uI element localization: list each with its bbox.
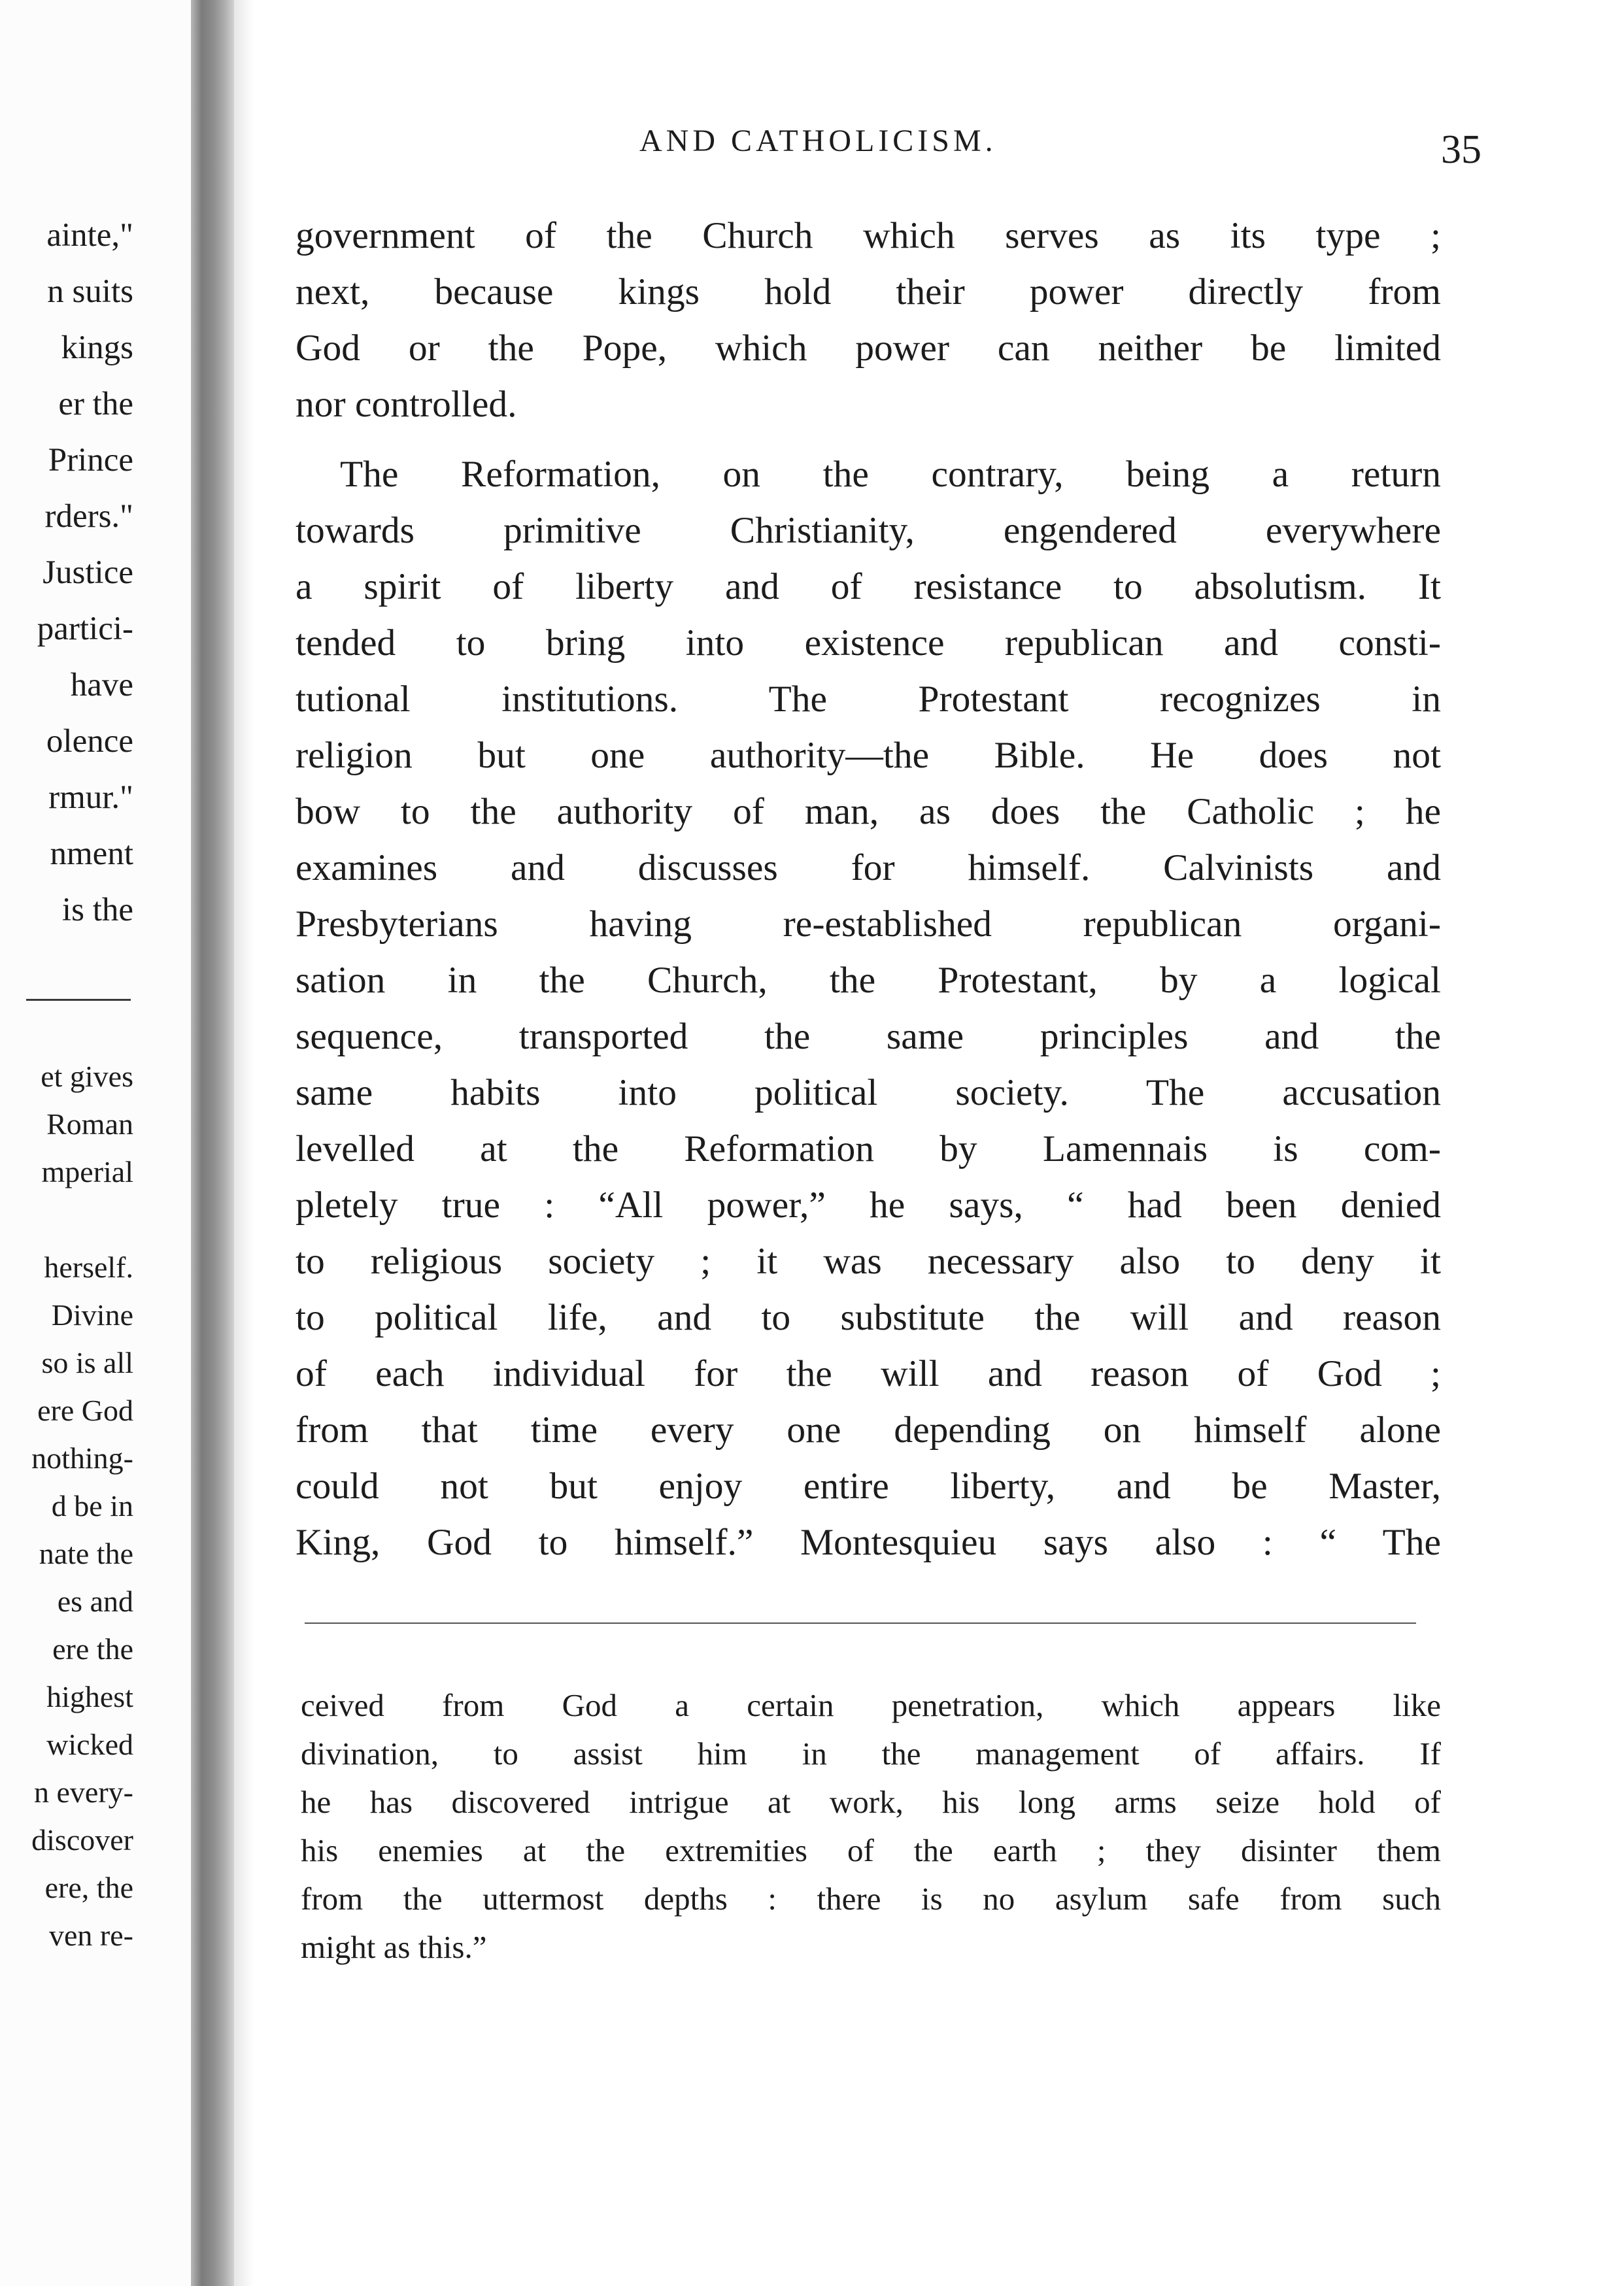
gutter-shadow [234, 0, 254, 2286]
facing-line: Justice [42, 554, 133, 591]
facing-page-fragment [0, 0, 191, 2286]
facing-line: highest [46, 1680, 133, 1713]
footnote-rule [305, 1622, 1416, 1624]
facing-line: have [70, 667, 133, 703]
facing-line: partici- [37, 611, 133, 647]
facing-line: ere the [52, 1632, 133, 1666]
body-line: same habits into political society. The accusation [296, 1072, 1441, 1113]
body-line: pletely true : “All power,” he says, “ had been denied [296, 1185, 1441, 1226]
body-line: King, God to himself.” Montesquieu says also : “ The [296, 1522, 1441, 1563]
body-line: nor controlled. [296, 384, 517, 425]
body-line: to political life, and to substitute the will and reason [296, 1297, 1441, 1338]
body-line: bow to the authority of man, as does the Catholic ; he [296, 791, 1441, 832]
facing-line: wicked [46, 1728, 133, 1761]
facing-line: Divine [51, 1298, 133, 1332]
running-head: AND CATHOLICISM. [639, 124, 997, 158]
body-line: examines and discusses for himself. Calvinists and [296, 847, 1441, 888]
facing-line: nate the [39, 1537, 133, 1570]
facing-line: olence [46, 723, 133, 760]
facing-line: d be in [51, 1489, 133, 1522]
body-line: Presbyterians having re-established republican organi- [296, 903, 1441, 945]
facing-line: n suits [47, 273, 133, 310]
body-line: from that time every one depending on himself alone [296, 1409, 1441, 1451]
facing-footnote-rule [26, 999, 131, 1001]
body-line: towards primitive Christianity, engendered everywhere [296, 510, 1441, 551]
footnote-line: ceived from God a certain penetration, which appears like [301, 1687, 1441, 1723]
body-line: next, because kings hold their power directly from [296, 271, 1441, 312]
facing-line: rmur." [48, 779, 133, 816]
footnote-line: might as this.” [301, 1929, 487, 1965]
facing-line: ven re- [49, 1919, 133, 1952]
footnote-line: from the uttermost depths : there is no asylum safe from such [301, 1881, 1441, 1917]
body-line: God or the Pope, which power can neither be limited [296, 328, 1441, 369]
facing-line: ere, the [44, 1871, 133, 1904]
facing-line: ainte," [46, 217, 133, 254]
facing-line: is the [61, 892, 133, 928]
facing-line: nment [50, 835, 133, 872]
footnote-line: divination, to assist him in the management of affairs. If [301, 1736, 1441, 1772]
body-line: tended to bring into existence republican and consti- [296, 622, 1441, 664]
facing-line: et gives [41, 1060, 133, 1093]
body-line: of each individual for the will and reason of God ; [296, 1353, 1441, 1394]
body-line: levelled at the Reformation by Lamennais is com- [296, 1128, 1441, 1169]
facing-line: rders." [44, 498, 133, 535]
body-line: could not but enjoy entire liberty, and be Master, [296, 1466, 1441, 1507]
facing-line: kings [61, 329, 133, 366]
facing-line: ere God [37, 1394, 133, 1427]
facing-line: nothing- [31, 1441, 133, 1475]
body-line: a spirit of liberty and of resistance to absolutism. It [296, 566, 1441, 607]
facing-line: so is all [41, 1346, 133, 1379]
body-line: sequence, transported the same principles and the [296, 1016, 1441, 1057]
book-gutter [191, 0, 234, 2286]
facing-line: es and [57, 1585, 133, 1618]
book-page [254, 0, 1624, 2286]
body-line: sation in the Church, the Protestant, by a logical [296, 960, 1441, 1001]
body-line: government of the Church which serves as its type ; [296, 215, 1441, 256]
page-number: 35 [1441, 127, 1481, 172]
facing-line: Roman [46, 1107, 133, 1141]
body-line: tutional institutions. The Protestant recognizes in [296, 679, 1441, 720]
facing-line: herself. [44, 1251, 133, 1284]
facing-line: mperial [41, 1155, 133, 1188]
facing-line: n every- [34, 1775, 133, 1809]
facing-line: Prince [48, 442, 133, 479]
body-line: to religious society ; it was necessary also to deny it [296, 1241, 1441, 1282]
body-line: The Reformation, on the contrary, being a return [340, 454, 1441, 495]
facing-line: er the [58, 386, 133, 422]
facing-line: discover [31, 1823, 133, 1857]
body-line: religion but one authority—the Bible. He does not [296, 735, 1441, 776]
footnote-line: he has discovered intrigue at work, his long arms seize hold of [301, 1784, 1441, 1820]
footnote-line: his enemies at the extremities of the earth ; they disinter them [301, 1832, 1441, 1868]
